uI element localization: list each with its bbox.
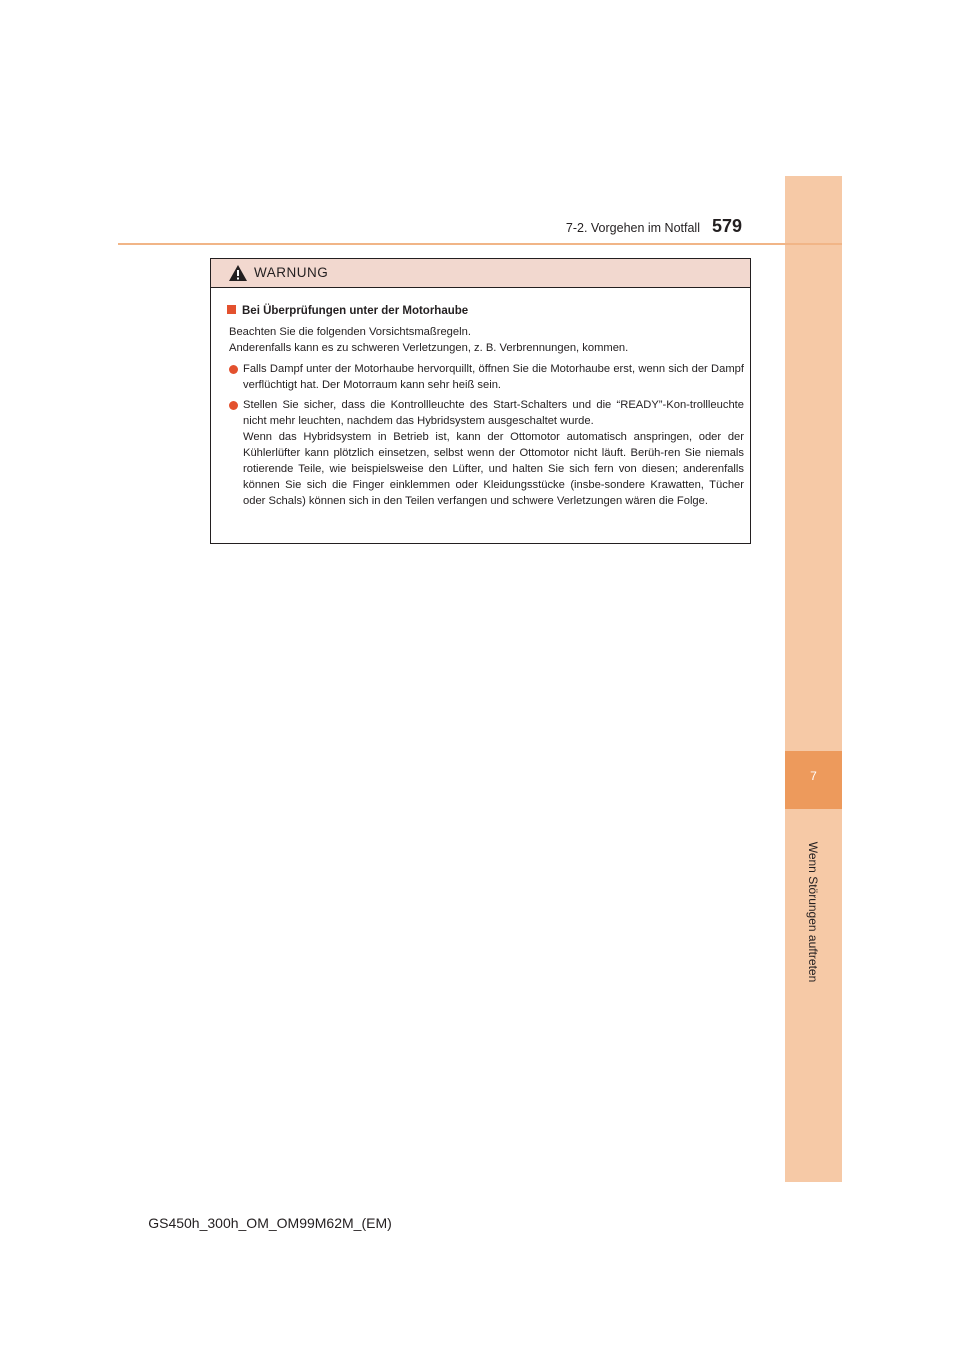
warning-triangle-icon (228, 264, 248, 282)
warning-heading (227, 303, 468, 319)
warning-header (211, 259, 750, 288)
bullet-paragraph: Stellen Sie sicher, dass die Kontrollleuchte des Start-Schalters und die “READY”-Kon-trollleuchte nicht mehr leuchten, nachdem das Hybridsystem ausgeschaltet wurde. (243, 399, 744, 427)
intro-line: Anderenfalls kann es zu schweren Verletzungen, z. B. Verbrennungen, kommen. (229, 342, 629, 354)
warning-bullet (229, 397, 744, 509)
header-divider (118, 243, 842, 245)
warning-box (210, 258, 751, 544)
warning-heading-text: Bei Überprüfungen unter der Motorhaube (242, 305, 469, 317)
chapter-side-tab (785, 176, 842, 1182)
warning-bullet (229, 361, 744, 393)
bullet-paragraph: Wenn das Hybridsystem in Betrieb ist, kann der Ottomotor automatisch anspringen, oder der Kühlerlüfter kann plötzlich einsetzen, selbst wenn der Ottomotor nicht läuft. Berüh-ren Sie niemals rotierende Teile, wie beispielsweise den Lüfter, und halten Sie sich fern von diesen; anderenfalls können Sie sich die Finger einklemmen oder Kleidungsstücke (insbe-sondere Krawatten, Tücher oder Schals) können sich in den Teilen verfangen und schwere Verletzungen wären die Folge. (243, 431, 744, 507)
document-code: GS450h_300h_OM_OM99M62M_(EM) (148, 1215, 392, 1231)
round-bullet-icon (229, 365, 238, 374)
intro-line: Beachten Sie die folgenden Vorsichtsmaßregeln. (229, 326, 471, 338)
chapter-number-block (785, 751, 842, 809)
square-bullet-icon (227, 305, 236, 314)
warning-intro (229, 324, 739, 356)
chapter-number: 7 (810, 769, 817, 783)
section-title: 7-2. Vorgehen im Notfall (565, 221, 700, 235)
bullet-paragraph: Falls Dampf unter der Motorhaube hervorquillt, öffnen Sie die Motorhaube erst, wenn sich der Dampf verflüchtigt hat. Der Motorraum kann sehr heiß sein. (243, 363, 744, 391)
round-bullet-icon (229, 401, 238, 410)
chapter-title: Wenn Störungen auftreten (806, 841, 820, 983)
warning-label: WARNUNG (254, 265, 329, 280)
page-number: 579 (712, 216, 743, 236)
